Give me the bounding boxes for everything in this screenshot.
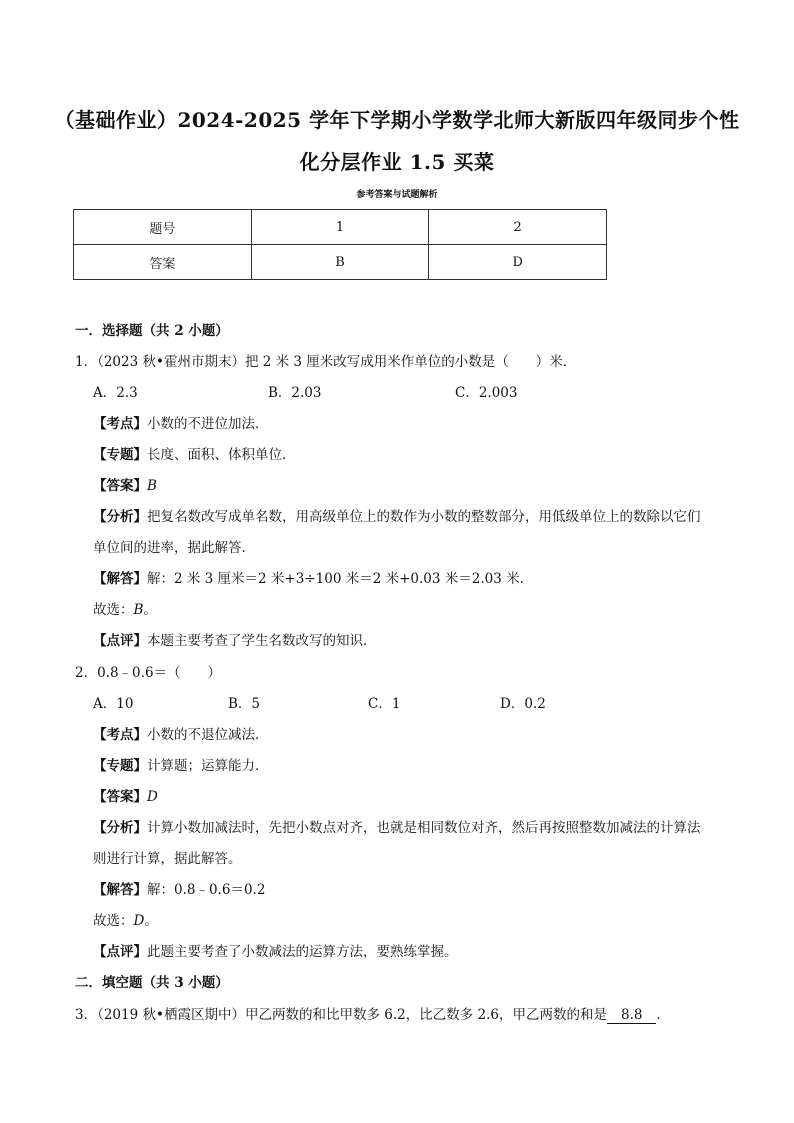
analysis-tag: 【分析】 (93, 509, 147, 525)
solution-tag: 【解答】 (93, 882, 147, 898)
answer-value: D (147, 789, 158, 805)
solution-tag: 【解答】 (93, 571, 147, 587)
table-cell-answer: D (429, 245, 607, 280)
question-2-zhuanti (93, 754, 269, 774)
analysis-tag: 【分析】 (93, 820, 147, 836)
zhuanti-tag: 【专题】 (93, 447, 147, 463)
question-1-analysis-cont: 单位间的进率，据此解答． (93, 540, 255, 556)
question-2-option-d: D．0.2 (500, 696, 546, 712)
question-3-end: ． (656, 1007, 670, 1023)
comment-text: 此题主要考查了小数减法的运算方法，要熟练掌握。 (147, 944, 458, 960)
table-cell-label: 题号 (74, 210, 252, 245)
question-3-stem (75, 1003, 670, 1024)
answer-tag: 【答案】 (93, 478, 147, 494)
document-title-line-1: （基础作业）2024-2025 学年下学期小学数学北师大新版四年级同步个性 (54, 108, 740, 132)
table-cell-number: 1 (251, 210, 429, 245)
choice-prefix: 故选： (93, 602, 134, 618)
question-2-option-b: B．5 (228, 696, 261, 712)
table-cell-number: 2 (429, 210, 607, 245)
question-2-solution (93, 878, 265, 898)
question-2-kaodian (93, 723, 269, 743)
zhuanti-text: 计算题；运算能力． (147, 758, 269, 774)
question-1-option-b: B．2.03 (268, 385, 322, 401)
question-2-option-a: A．10 (93, 696, 134, 712)
kaodian-text: 小数的不进位加法． (147, 416, 269, 432)
choice-answer: D (133, 913, 145, 929)
zhuanti-text: 长度、面积、体积单位． (147, 447, 296, 463)
answer-value: B (147, 478, 157, 494)
question-2-analysis (93, 816, 701, 836)
question-3-blank: 8.8 (607, 1007, 656, 1024)
table-row (74, 245, 607, 280)
question-2-option-c: C．1 (368, 696, 401, 712)
question-3-text: 3．（2019 秋•栖霞区期中）甲乙两数的和比甲数多 6.2，比乙数多 2.6，甲乙两数的和是 (75, 1007, 607, 1023)
comment-text: 本题主要考查了学生名数改写的知识． (147, 633, 377, 649)
analysis-text: 计算小数加减法时，先把小数点对齐，也就是相同数位对齐，然后再按照整数加减法的计算法 (147, 820, 701, 836)
choice-end: 。 (144, 913, 158, 929)
question-1-comment (93, 629, 377, 649)
document-subtitle: 参考答案与试题解析 (356, 190, 438, 200)
choice-answer: B (133, 602, 144, 618)
choice-end: 。 (143, 602, 157, 618)
kaodian-tag: 【考点】 (93, 416, 147, 432)
table-cell-answer: B (251, 245, 429, 280)
question-1-option-c: C．2.003 (455, 385, 518, 401)
question-1-zhuanti (93, 443, 296, 463)
answer-tag: 【答案】 (93, 789, 147, 805)
question-1-analysis (93, 505, 701, 525)
solution-text: 解：0.8﹣0.6＝0.2 (147, 882, 266, 898)
solution-text: 解：2 米 3 厘米＝2 米+3÷100 米＝2 米+0.03 米＝2.03 米． (147, 571, 534, 587)
question-1-choice (93, 598, 157, 618)
document-title-line-2: 化分层作业 1.5 买菜 (299, 150, 495, 174)
zhuanti-tag: 【专题】 (93, 758, 147, 774)
answer-table (73, 209, 607, 280)
comment-tag: 【点评】 (93, 944, 147, 960)
comment-tag: 【点评】 (93, 633, 147, 649)
question-2-comment (93, 940, 458, 960)
question-1-option-a: A．2.3 (93, 385, 138, 401)
choice-prefix: 故选： (93, 913, 134, 929)
section-heading-choice: 一．选择题（共 2 小题） (75, 323, 229, 339)
question-2-choice (93, 909, 158, 929)
section-heading-fill: 二．填空题（共 3 小题） (75, 975, 229, 991)
question-2-analysis-cont: 则进行计算，据此解答。 (93, 851, 242, 867)
analysis-text: 把复名数改写成单名数，用高级单位上的数作为小数的整数部分，用低级单位上的数除以它们 (147, 509, 701, 525)
kaodian-tag: 【考点】 (93, 727, 147, 743)
question-2-stem: 2．0.8﹣0.6＝（ ） (75, 665, 222, 681)
kaodian-text: 小数的不退位减法． (147, 727, 269, 743)
table-row (74, 210, 607, 245)
question-1-kaodian (93, 412, 269, 432)
question-1-answer (93, 474, 157, 494)
table-cell-label: 答案 (74, 245, 252, 280)
question-1-solution (93, 567, 533, 587)
question-1-stem: 1．（2023 秋•霍州市期末）把 2 米 3 厘米改写成用米作单位的小数是（ ）米． (75, 354, 577, 370)
question-2-answer (93, 785, 158, 805)
